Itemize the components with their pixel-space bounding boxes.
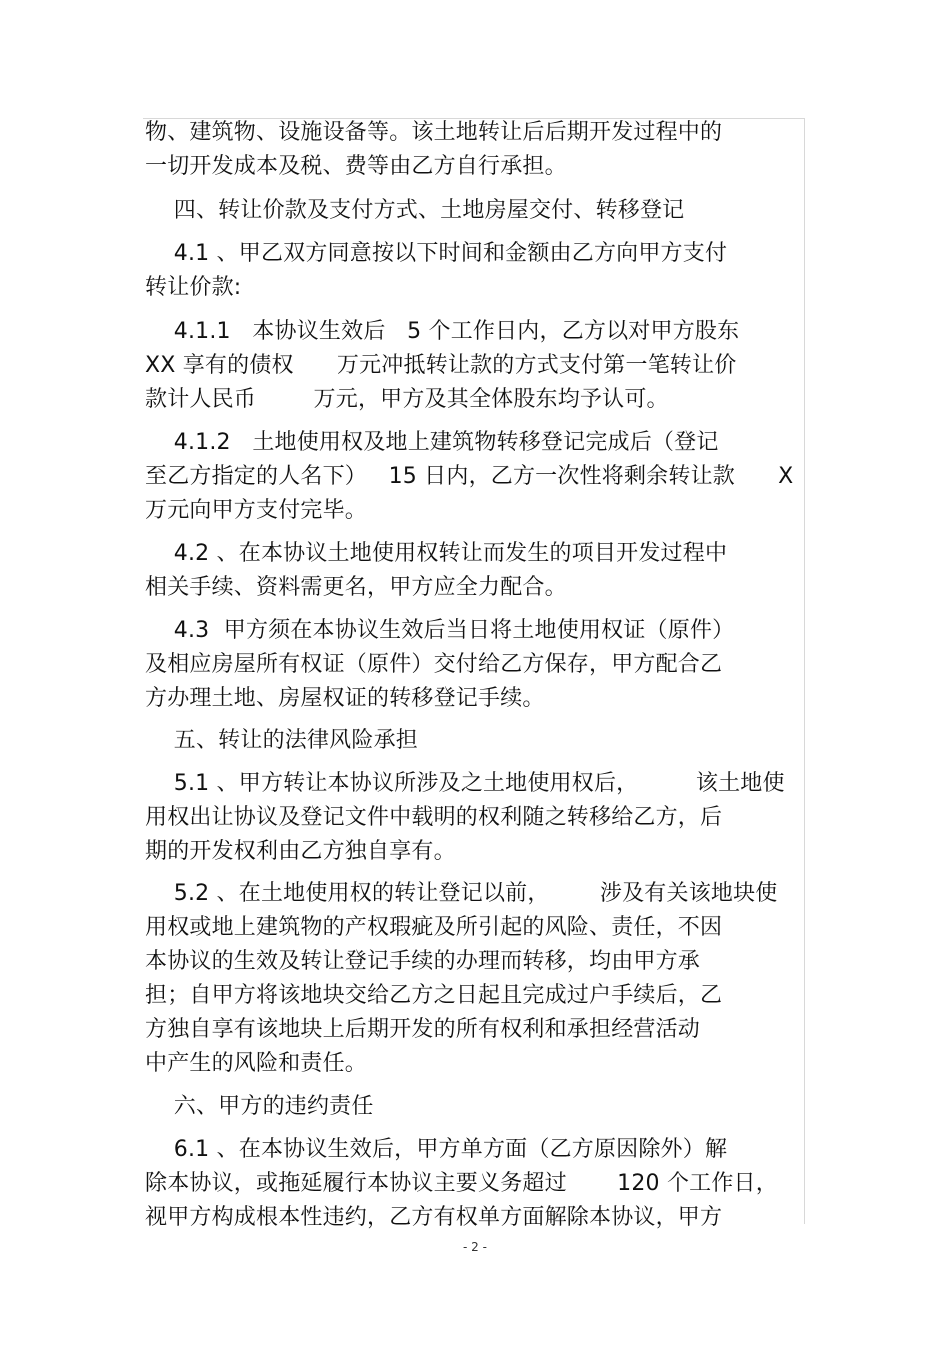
text-line: 转让价款: <box>145 275 242 300</box>
text-line: 4.2 、在本协议土地使用权转让而发生的项目开发过程中 <box>145 541 728 566</box>
text-line: 4.1 、甲乙双方同意按以下时间和金额由乙方向甲方支付 <box>145 241 728 266</box>
text-line: 本协议的生效及转让登记手续的办理而转移，均由甲方承 <box>145 949 701 974</box>
text-line: 用权出让协议及登记文件中载明的权利随之转移给乙方，后 <box>145 805 723 830</box>
section-heading: 四、转让价款及支付方式、土地房屋交付、转移登记 <box>145 198 685 223</box>
section-heading: 五、转让的法律风险承担 <box>145 728 418 753</box>
text-line: 及相应房屋所有权证（原件）交付给乙方保存，甲方配合乙 <box>145 652 723 677</box>
text-line: 除本协议，或拖延履行本协议主要义务超过 120 个工作日， <box>145 1171 778 1196</box>
text-line: 5.1 、甲方转让本协议所涉及之土地使用权后， 该土地使 <box>145 771 785 796</box>
text-line: 中产生的风险和责任。 <box>145 1051 368 1076</box>
text-line: 至乙方指定的人名下） 15 日内，乙方一次性将剩余转让款 X <box>145 464 794 489</box>
text-line: 方独自享有该地块上后期开发的所有权利和承担经营活动 <box>145 1017 701 1042</box>
text-line: 期的开发权利由乙方独自享有。 <box>145 839 456 864</box>
text-line: 4.1.2 土地使用权及地上建筑物转移登记完成后（登记 <box>145 430 719 455</box>
text-line: 万元向甲方支付完毕。 <box>145 498 368 523</box>
text-line: 6.1 、在本协议生效后，甲方单方面（乙方原因除外）解 <box>145 1137 728 1162</box>
text-line: 4.1.1 本协议生效后 5 个工作日内，乙方以对甲方股东 <box>145 319 740 344</box>
text-line: 方办理土地、房屋权证的转移登记手续。 <box>145 686 545 711</box>
text-line: 物、建筑物、设施设备等。该土地转让后后期开发过程中的 <box>145 120 723 145</box>
text-line: XX 享有的债权 万元冲抵转让款的方式支付第一笔转让价 <box>145 353 737 378</box>
text-line: 4.3 甲方须在本协议生效后当日将土地使用权证（原件） <box>145 618 735 643</box>
text-line: 担；自甲方将该地块交给乙方之日起且完成过户手续后，乙 <box>145 983 723 1008</box>
text-line: 用权或地上建筑物的产权瑕疵及所引起的风险、责任，不因 <box>145 915 723 940</box>
section-heading: 六、甲方的违约责任 <box>145 1094 374 1119</box>
text-line: 相关手续、资料需更名，甲方应全力配合。 <box>145 575 567 600</box>
page-number: - 2 - <box>463 1240 487 1254</box>
text-line: 视甲方构成根本性违约，乙方有权单方面解除本协议，甲方 <box>145 1205 723 1230</box>
text-line: 款计人民币 万元，甲方及其全体股东均予认可。 <box>145 387 669 412</box>
text-line: 一切开发成本及税、费等由乙方自行承担。 <box>145 154 567 179</box>
text-line: 5.2 、在土地使用权的转让登记以前， 涉及有关该地块使 <box>145 881 778 906</box>
